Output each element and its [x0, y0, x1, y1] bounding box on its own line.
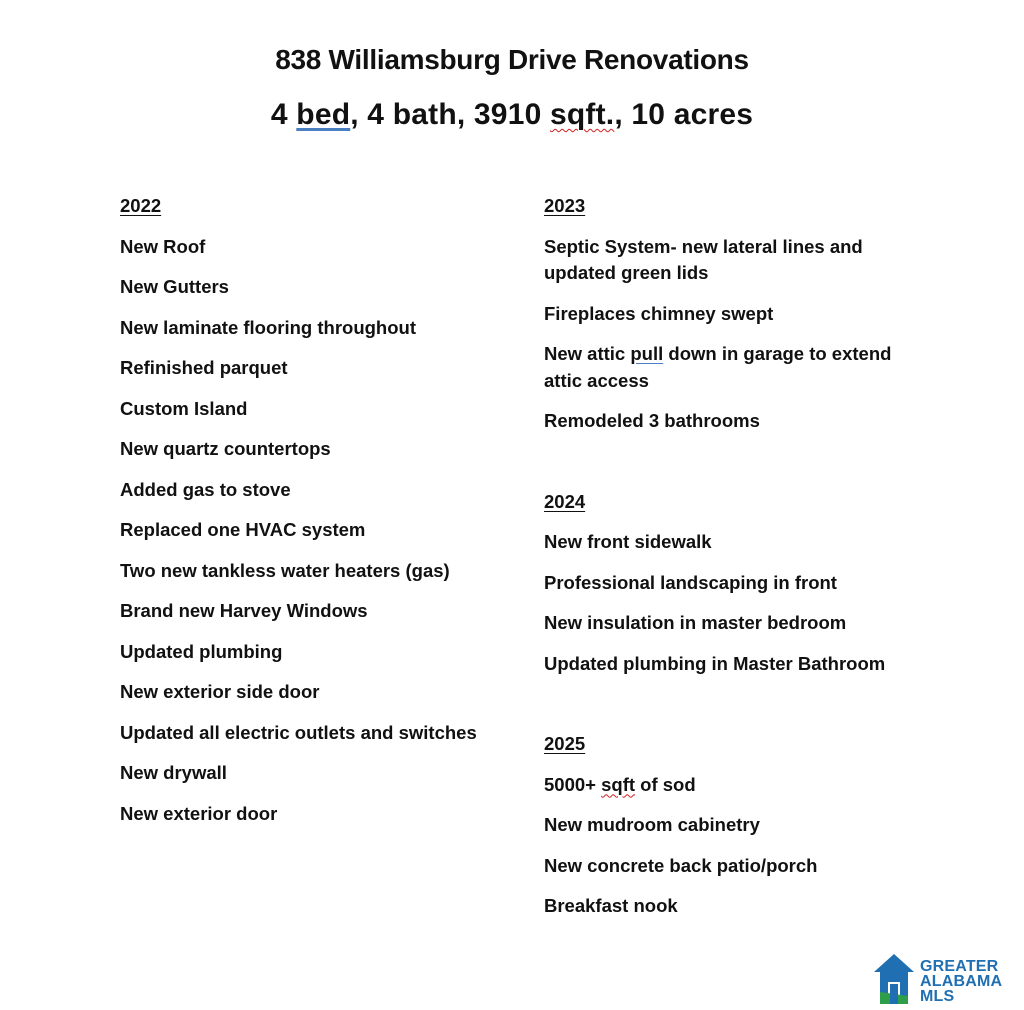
list-item: New drywall — [120, 762, 227, 783]
summary-prefix: 4 — [270, 98, 297, 131]
summary-sqft: sqft. — [550, 98, 615, 131]
summary-middle: , 4 bath, 3910 — [350, 98, 550, 131]
list-item: New exterior side door — [120, 681, 320, 702]
year-heading-2024: 2024 — [544, 490, 586, 512]
logo-line: MLS — [920, 988, 955, 1005]
list-item: Updated plumbing in Master Bathroom — [544, 652, 886, 674]
item-text: 5000+ — [544, 773, 602, 795]
list-item: New concrete back patio/porch — [544, 854, 818, 876]
year-heading-2023: 2023 — [544, 195, 586, 216]
item-text-underlined: pull — [630, 343, 664, 364]
house-logo-icon — [872, 952, 918, 1008]
item-text: down in garage to extend attic access — [544, 343, 892, 391]
list-item: New Gutters — [120, 276, 229, 297]
list-item: Refinished parquet — [120, 357, 288, 378]
greater-alabama-mls-logo — [872, 952, 1022, 1008]
list-item: Professional landscaping in front — [544, 571, 837, 593]
summary-suffix: , 10 acres — [614, 98, 754, 131]
list-item: New quartz countertops — [120, 438, 331, 459]
list-item: New laminate flooring throughout — [120, 316, 416, 338]
property-summary — [0, 98, 1024, 132]
list-item: Remodeled 3 bathrooms — [544, 410, 760, 431]
list-item: New mudroom cabinetry — [544, 814, 760, 835]
item-text: of sod — [635, 773, 696, 795]
list-item: Fireplaces chimney swept — [544, 302, 774, 324]
item-text: New attic — [544, 343, 631, 364]
list-item — [544, 341, 914, 394]
list-item: New front sidewalk — [544, 531, 712, 552]
list-item: Added gas to stove — [120, 478, 291, 500]
list-item: Brand new Harvey Windows — [120, 600, 368, 621]
list-item: Septic System- new lateral lines and updated green lids — [544, 235, 863, 283]
list-item: Updated all electric outlets and switches — [120, 721, 477, 743]
logo-line: ALABAMA — [920, 973, 1003, 990]
list-item — [544, 772, 914, 799]
list-item: Updated plumbing — [120, 640, 283, 662]
renovations-2023-2025-column — [544, 193, 914, 934]
list-item: Replaced one HVAC system — [120, 519, 366, 540]
item-text-underlined: sqft — [601, 773, 636, 795]
logo-wordmark — [920, 959, 1002, 1004]
renovations-2022-column — [120, 193, 480, 841]
year-heading-2025: 2025 — [544, 733, 586, 754]
summary-bed: bed — [296, 98, 351, 131]
list-item: Breakfast nook — [544, 895, 678, 916]
list-item: New exterior door — [120, 802, 278, 824]
list-item: New insulation in master bedroom — [544, 612, 847, 633]
year-heading-2022: 2022 — [120, 195, 162, 216]
list-item: New Roof — [120, 235, 206, 257]
list-item: Custom Island — [120, 397, 248, 419]
list-item: Two new tankless water heaters (gas) — [120, 559, 450, 581]
document-title: 838 Williamsburg Drive Renovations — [275, 44, 749, 75]
logo-line: GREATER — [920, 958, 999, 975]
